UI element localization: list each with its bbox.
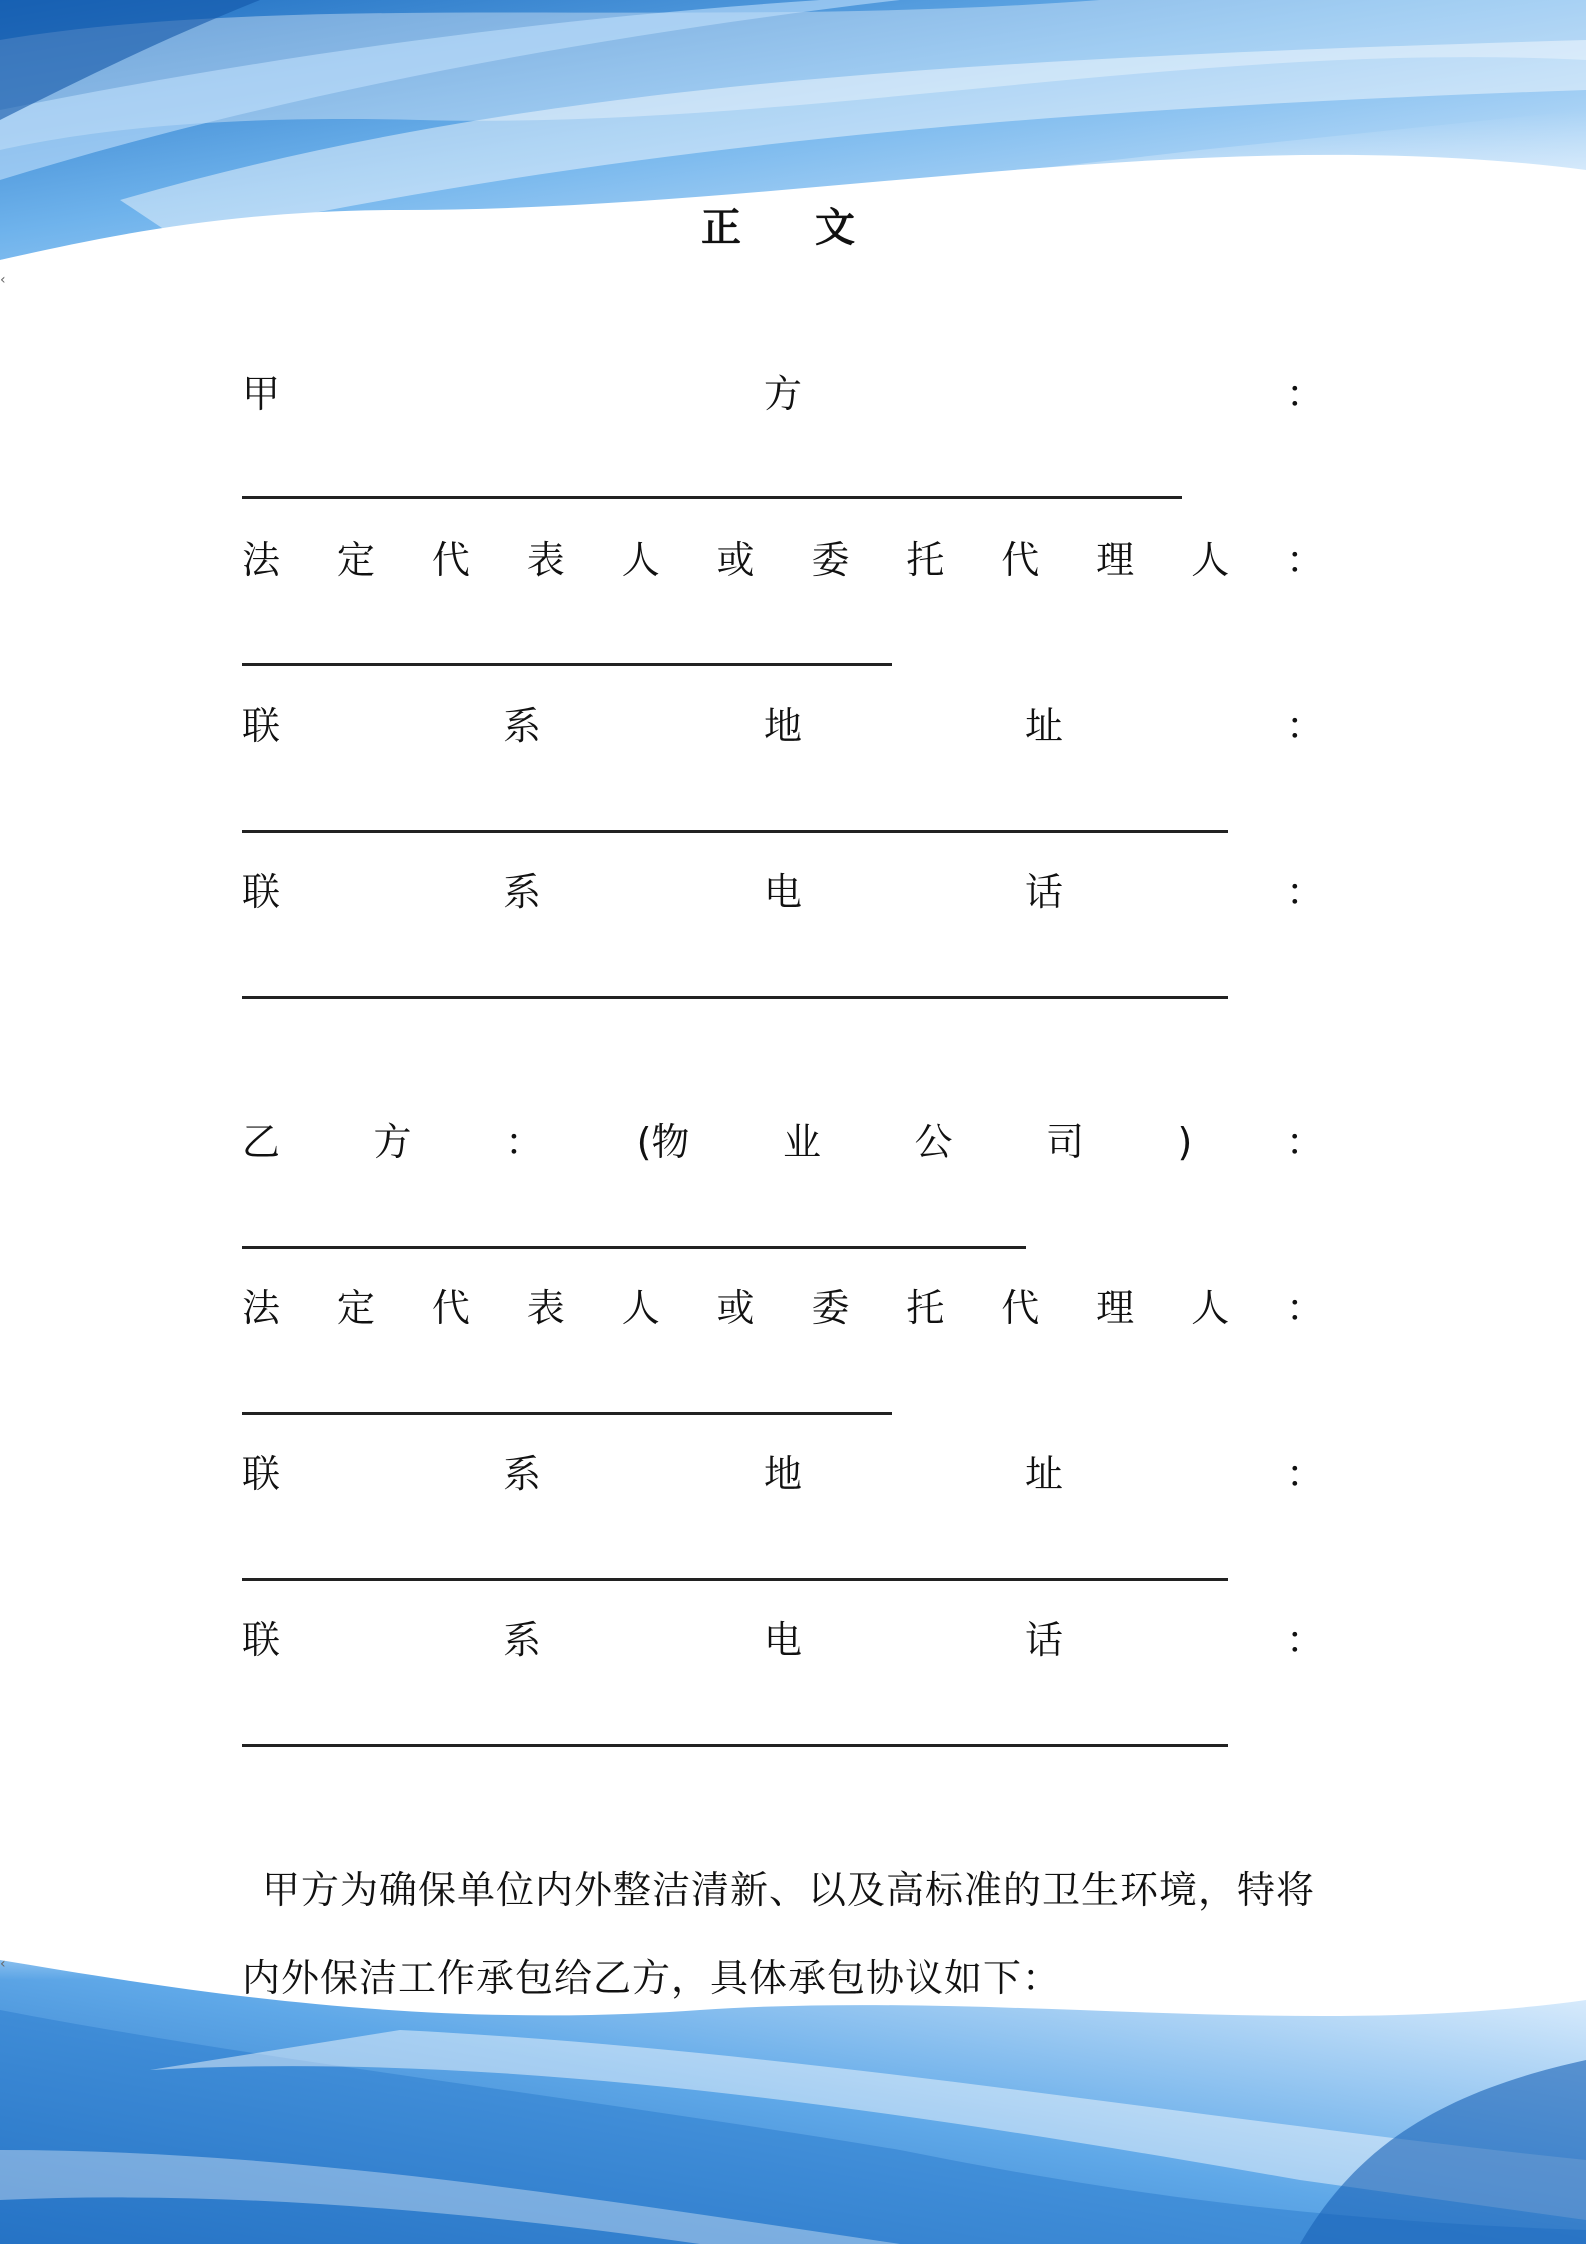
label-char: 联 (242, 704, 281, 748)
label-char: 代 (431, 538, 470, 582)
party-a-representative-label (242, 532, 1324, 588)
label-char: 联 (242, 1618, 281, 1662)
label-char: 系 (502, 704, 541, 748)
party-b-representative-label (242, 1280, 1324, 1336)
label-char: 托 (906, 1286, 945, 1330)
label-char: ) (1177, 1120, 1193, 1164)
label-char: ： (1285, 870, 1324, 914)
label-char: 代 (1001, 1286, 1040, 1330)
label-char: 址 (1024, 704, 1063, 748)
document-title: 正 文 (701, 205, 885, 251)
label-char: 乙 (242, 1120, 281, 1164)
label-char: 表 (526, 1286, 565, 1330)
label-char: ： (1285, 704, 1324, 748)
party-b-phone-blank (242, 1744, 1228, 1747)
party-b-phone-label (242, 1612, 1324, 1668)
label-char: 地 (763, 1452, 802, 1496)
label-char: 电 (763, 1618, 802, 1662)
label-char: 法 (242, 538, 281, 582)
label-char: 方 (763, 372, 802, 416)
party-a-address-label (242, 698, 1324, 754)
label-char: 话 (1024, 870, 1063, 914)
party-b-representative-blank (242, 1412, 892, 1415)
party-a-representative-blank (242, 663, 892, 666)
label-char: 话 (1024, 1618, 1063, 1662)
label-char: ： (1285, 1120, 1324, 1164)
label-char: 人 (621, 1286, 660, 1330)
party-a-phone-label (242, 864, 1324, 920)
label-char: ： (1285, 1618, 1324, 1662)
party-b-address-blank (242, 1578, 1228, 1581)
intro-paragraph-line-2: 内外保洁工作承包给乙方，具体承包协议如下： (242, 1956, 1062, 2000)
label-char: 或 (716, 538, 755, 582)
label-char: 方 (373, 1120, 412, 1164)
margin-mark: ‹ (0, 272, 6, 288)
label-char: 甲 (242, 372, 281, 416)
party-a-blank (242, 496, 1182, 499)
label-char: 系 (502, 870, 541, 914)
label-char: 公 (914, 1120, 953, 1164)
party-b-address-label (242, 1446, 1324, 1502)
label-char: 代 (1001, 538, 1040, 582)
label-char: 址 (1024, 1452, 1063, 1496)
label-char: 电 (763, 870, 802, 914)
label-char: 人 (621, 538, 660, 582)
label-char: 定 (336, 538, 375, 582)
label-char: 系 (502, 1618, 541, 1662)
label-char: 委 (811, 538, 850, 582)
party-b-label (242, 1114, 1324, 1170)
label-char: 表 (526, 538, 565, 582)
label-char: 理 (1096, 1286, 1135, 1330)
label-char: (物 (636, 1120, 690, 1164)
label-char: ： (505, 1120, 544, 1164)
party-a-address-blank (242, 830, 1228, 833)
label-char: 委 (811, 1286, 850, 1330)
label-char: 定 (336, 1286, 375, 1330)
label-char: 地 (763, 704, 802, 748)
label-char: 司 (1046, 1120, 1085, 1164)
label-char: 或 (716, 1286, 755, 1330)
label-char: 代 (431, 1286, 470, 1330)
label-char: 联 (242, 1452, 281, 1496)
label-char: ： (1285, 538, 1324, 582)
label-char: 托 (906, 538, 945, 582)
label-char: 业 (782, 1120, 821, 1164)
intro-paragraph-line-1: 甲方为确保单位内外整洁清新、以及高标准的卫生环境，特将 (262, 1868, 1316, 1912)
label-char: 法 (242, 1286, 281, 1330)
label-char: 人 (1191, 538, 1230, 582)
party-a-phone-blank (242, 996, 1228, 999)
label-char: 理 (1096, 538, 1135, 582)
label-char: ： (1285, 1452, 1324, 1496)
margin-mark: ‹ (0, 1956, 6, 1972)
label-char: ： (1285, 1286, 1324, 1330)
label-char: 人 (1191, 1286, 1230, 1330)
label-char: ： (1285, 372, 1324, 416)
party-a-label (242, 366, 1324, 422)
label-char: 联 (242, 870, 281, 914)
label-char: 系 (502, 1452, 541, 1496)
party-b-blank (242, 1246, 1026, 1249)
